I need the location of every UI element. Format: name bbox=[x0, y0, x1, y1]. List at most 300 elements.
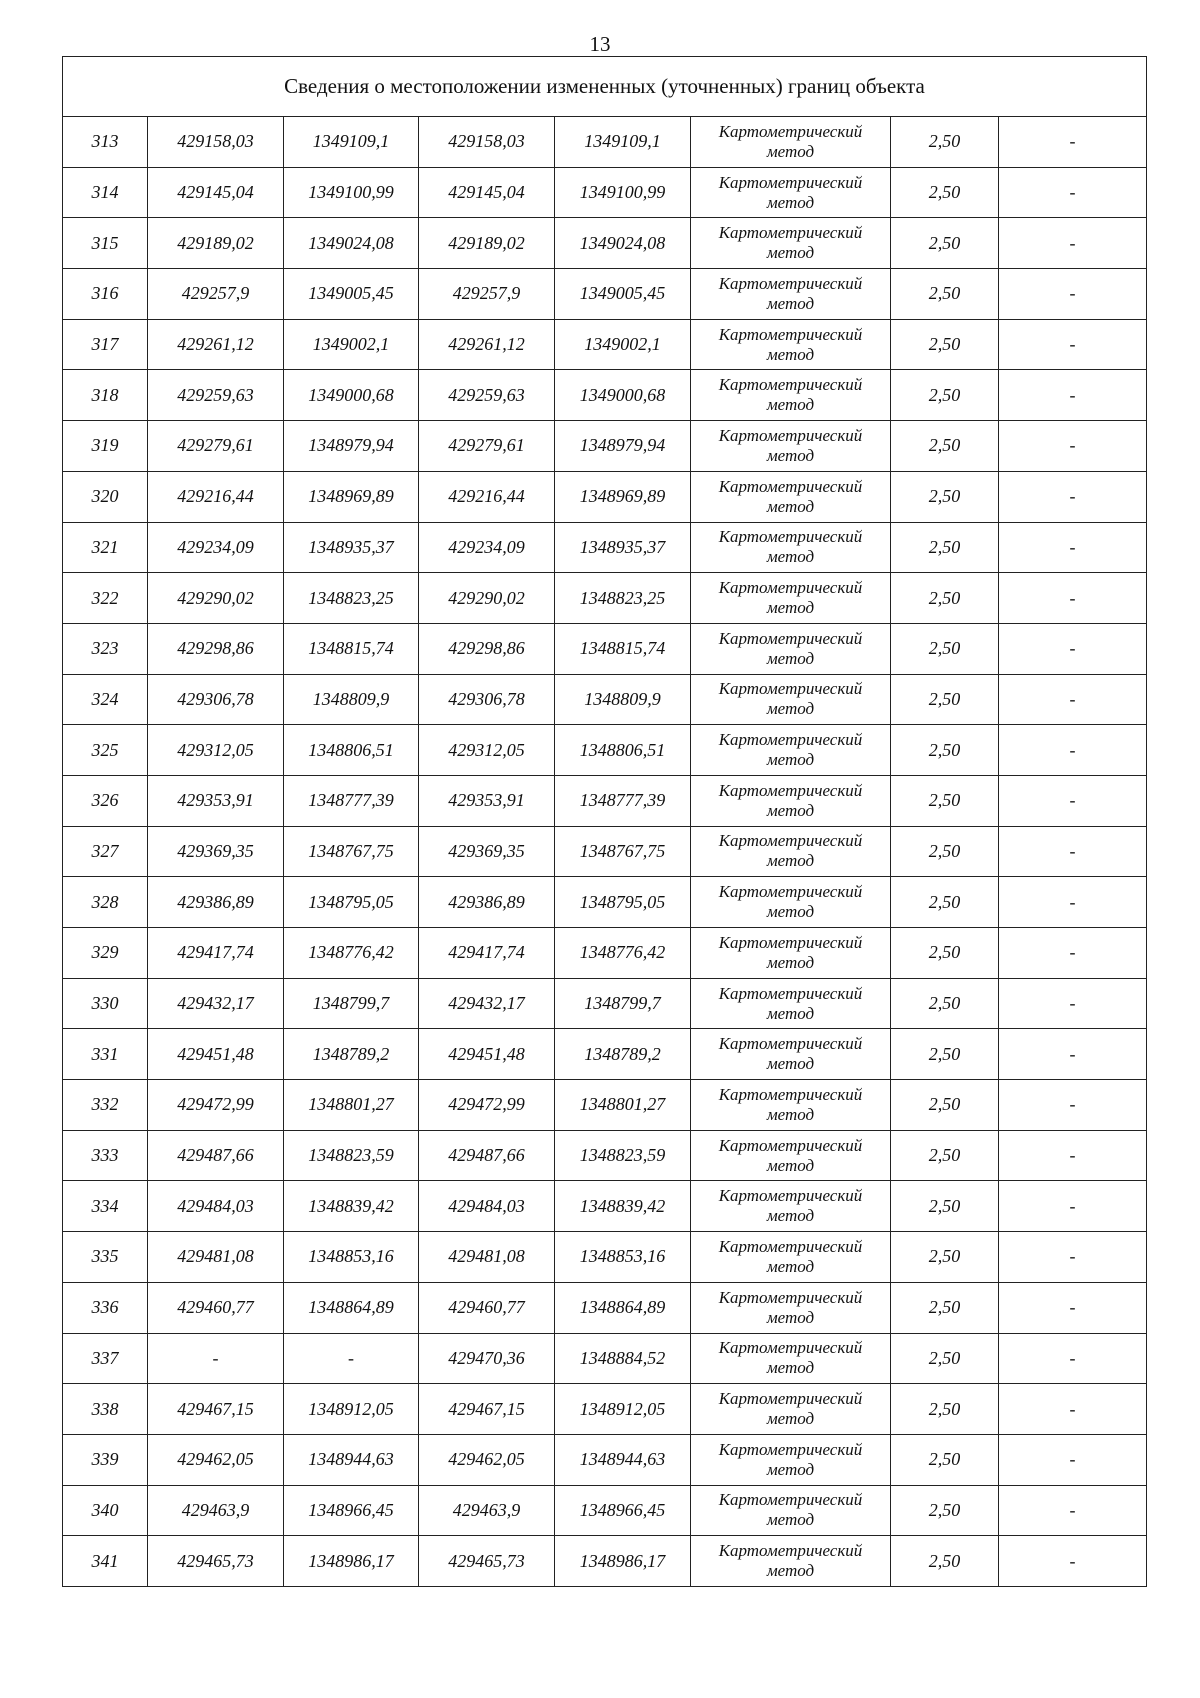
method-name: Картометрический bbox=[718, 882, 863, 902]
existing-x-cell: 429386,89 bbox=[148, 877, 284, 928]
point-number-cell: 326 bbox=[63, 775, 148, 826]
existing-y-cell: 1348795,05 bbox=[284, 877, 419, 928]
accuracy-cell: 2,50 bbox=[891, 117, 999, 168]
accuracy-cell: 2,50 bbox=[891, 775, 999, 826]
refined-y-cell: 1348912,05 bbox=[555, 1384, 691, 1435]
method-name: Картометрический bbox=[718, 1439, 863, 1459]
table-row bbox=[63, 471, 1147, 522]
existing-x-cell: 429369,35 bbox=[148, 826, 284, 877]
description-cell: - bbox=[999, 674, 1147, 725]
description-cell: - bbox=[999, 1029, 1147, 1080]
refined-y-cell: 1348969,89 bbox=[555, 471, 691, 522]
method-cell bbox=[691, 269, 891, 320]
table-row bbox=[63, 1181, 1147, 1232]
accuracy-cell: 2,50 bbox=[891, 421, 999, 472]
refined-y-cell: 1348806,51 bbox=[555, 725, 691, 776]
description-cell: - bbox=[999, 218, 1147, 269]
method-cell bbox=[691, 421, 891, 472]
refined-y-cell: 1349100,99 bbox=[555, 167, 691, 218]
description-cell: - bbox=[999, 1384, 1147, 1435]
description-cell: - bbox=[999, 1232, 1147, 1283]
existing-y-cell: - bbox=[284, 1333, 419, 1384]
refined-x-cell: 429306,78 bbox=[419, 674, 555, 725]
refined-x-cell: 429432,17 bbox=[419, 978, 555, 1029]
table-row bbox=[63, 1536, 1147, 1587]
refined-y-cell: 1349109,1 bbox=[555, 117, 691, 168]
refined-x-cell: 429279,61 bbox=[419, 421, 555, 472]
method-cell bbox=[691, 117, 891, 168]
existing-y-cell: 1348853,16 bbox=[284, 1232, 419, 1283]
method-cell bbox=[691, 1181, 891, 1232]
method-cell bbox=[691, 370, 891, 421]
method-word: метод bbox=[766, 344, 815, 364]
method-cell bbox=[691, 928, 891, 979]
refined-x-cell: 429460,77 bbox=[419, 1282, 555, 1333]
method-word: метод bbox=[766, 750, 815, 770]
existing-x-cell: 429158,03 bbox=[148, 117, 284, 168]
description-cell: - bbox=[999, 421, 1147, 472]
refined-y-cell: 1348789,2 bbox=[555, 1029, 691, 1080]
description-cell: - bbox=[999, 370, 1147, 421]
method-word: метод bbox=[766, 851, 815, 871]
existing-x-cell: 429472,99 bbox=[148, 1080, 284, 1131]
existing-y-cell: 1349109,1 bbox=[284, 117, 419, 168]
accuracy-cell: 2,50 bbox=[891, 370, 999, 421]
refined-x-cell: 429158,03 bbox=[419, 117, 555, 168]
accuracy-cell: 2,50 bbox=[891, 522, 999, 573]
refined-x-cell: 429369,35 bbox=[419, 826, 555, 877]
refined-x-cell: 429386,89 bbox=[419, 877, 555, 928]
method-word: метод bbox=[766, 243, 815, 263]
method-name: Картометрический bbox=[718, 983, 863, 1003]
description-cell: - bbox=[999, 269, 1147, 320]
existing-y-cell: 1348864,89 bbox=[284, 1282, 419, 1333]
method-name: Картометрический bbox=[718, 324, 863, 344]
method-cell bbox=[691, 978, 891, 1029]
accuracy-cell: 2,50 bbox=[891, 725, 999, 776]
method-name: Картометрический bbox=[718, 1186, 863, 1206]
refined-y-cell: 1348986,17 bbox=[555, 1536, 691, 1587]
refined-y-cell: 1349000,68 bbox=[555, 370, 691, 421]
existing-y-cell: 1348969,89 bbox=[284, 471, 419, 522]
table-row bbox=[63, 522, 1147, 573]
existing-y-cell: 1348777,39 bbox=[284, 775, 419, 826]
method-name: Картометрический bbox=[718, 1287, 863, 1307]
method-word: метод bbox=[766, 1155, 815, 1175]
existing-y-cell: 1348935,37 bbox=[284, 522, 419, 573]
method-word: метод bbox=[766, 1510, 815, 1530]
existing-y-cell: 1349000,68 bbox=[284, 370, 419, 421]
method-cell bbox=[691, 1384, 891, 1435]
accuracy-cell: 2,50 bbox=[891, 826, 999, 877]
accuracy-cell: 2,50 bbox=[891, 623, 999, 674]
existing-x-cell: - bbox=[148, 1333, 284, 1384]
table-row bbox=[63, 1130, 1147, 1181]
table-row bbox=[63, 218, 1147, 269]
existing-y-cell: 1348966,45 bbox=[284, 1485, 419, 1536]
refined-y-cell: 1348884,52 bbox=[555, 1333, 691, 1384]
point-number-cell: 313 bbox=[63, 117, 148, 168]
table-row bbox=[63, 167, 1147, 218]
method-cell bbox=[691, 1434, 891, 1485]
method-cell bbox=[691, 725, 891, 776]
method-name: Картометрический bbox=[718, 425, 863, 445]
description-cell: - bbox=[999, 573, 1147, 624]
method-cell bbox=[691, 522, 891, 573]
method-word: метод bbox=[766, 1307, 815, 1327]
refined-y-cell: 1349024,08 bbox=[555, 218, 691, 269]
point-number-cell: 338 bbox=[63, 1384, 148, 1435]
point-number-cell: 316 bbox=[63, 269, 148, 320]
existing-x-cell: 429417,74 bbox=[148, 928, 284, 979]
method-cell bbox=[691, 826, 891, 877]
accuracy-cell: 2,50 bbox=[891, 978, 999, 1029]
method-cell bbox=[691, 1485, 891, 1536]
refined-x-cell: 429261,12 bbox=[419, 319, 555, 370]
point-number-cell: 315 bbox=[63, 218, 148, 269]
refined-x-cell: 429353,91 bbox=[419, 775, 555, 826]
refined-x-cell: 429259,63 bbox=[419, 370, 555, 421]
refined-y-cell: 1348799,7 bbox=[555, 978, 691, 1029]
method-name: Картометрический bbox=[718, 527, 863, 547]
existing-x-cell: 429279,61 bbox=[148, 421, 284, 472]
refined-y-cell: 1348935,37 bbox=[555, 522, 691, 573]
method-word: метод bbox=[766, 141, 815, 161]
method-name: Картометрический bbox=[718, 780, 863, 800]
refined-x-cell: 429484,03 bbox=[419, 1181, 555, 1232]
existing-x-cell: 429487,66 bbox=[148, 1130, 284, 1181]
refined-y-cell: 1348801,27 bbox=[555, 1080, 691, 1131]
refined-x-cell: 429481,08 bbox=[419, 1232, 555, 1283]
point-number-cell: 341 bbox=[63, 1536, 148, 1587]
point-number-cell: 333 bbox=[63, 1130, 148, 1181]
method-name: Картометрический bbox=[718, 578, 863, 598]
existing-x-cell: 429460,77 bbox=[148, 1282, 284, 1333]
accuracy-cell: 2,50 bbox=[891, 1434, 999, 1485]
point-number-cell: 340 bbox=[63, 1485, 148, 1536]
method-word: метод bbox=[766, 598, 815, 618]
existing-x-cell: 429463,9 bbox=[148, 1485, 284, 1536]
point-number-cell: 324 bbox=[63, 674, 148, 725]
table-row bbox=[63, 877, 1147, 928]
description-cell: - bbox=[999, 978, 1147, 1029]
description-cell: - bbox=[999, 725, 1147, 776]
accuracy-cell: 2,50 bbox=[891, 1384, 999, 1435]
existing-y-cell: 1348799,7 bbox=[284, 978, 419, 1029]
method-word: метод bbox=[766, 1409, 815, 1429]
method-word: метод bbox=[766, 1003, 815, 1023]
table-row bbox=[63, 117, 1147, 168]
description-cell: - bbox=[999, 1181, 1147, 1232]
existing-x-cell: 429259,63 bbox=[148, 370, 284, 421]
point-number-cell: 337 bbox=[63, 1333, 148, 1384]
method-word: метод bbox=[766, 1561, 815, 1581]
refined-x-cell: 429470,36 bbox=[419, 1333, 555, 1384]
table-row bbox=[63, 1282, 1147, 1333]
description-cell: - bbox=[999, 1536, 1147, 1587]
point-number-cell: 325 bbox=[63, 725, 148, 776]
accuracy-cell: 2,50 bbox=[891, 1485, 999, 1536]
existing-y-cell: 1349024,08 bbox=[284, 218, 419, 269]
description-cell: - bbox=[999, 319, 1147, 370]
point-number-cell: 318 bbox=[63, 370, 148, 421]
refined-x-cell: 429189,02 bbox=[419, 218, 555, 269]
method-word: метод bbox=[766, 800, 815, 820]
accuracy-cell: 2,50 bbox=[891, 1080, 999, 1131]
existing-y-cell: 1348809,9 bbox=[284, 674, 419, 725]
method-word: метод bbox=[766, 293, 815, 313]
description-cell: - bbox=[999, 117, 1147, 168]
point-number-cell: 317 bbox=[63, 319, 148, 370]
method-cell bbox=[691, 1333, 891, 1384]
method-name: Картометрический bbox=[718, 932, 863, 952]
refined-x-cell: 429290,02 bbox=[419, 573, 555, 624]
method-name: Картометрический bbox=[718, 1236, 863, 1256]
existing-y-cell: 1348986,17 bbox=[284, 1536, 419, 1587]
description-cell: - bbox=[999, 1434, 1147, 1485]
existing-y-cell: 1348823,59 bbox=[284, 1130, 419, 1181]
point-number-cell: 323 bbox=[63, 623, 148, 674]
existing-x-cell: 429290,02 bbox=[148, 573, 284, 624]
method-word: метод bbox=[766, 699, 815, 719]
method-cell bbox=[691, 877, 891, 928]
existing-y-cell: 1349100,99 bbox=[284, 167, 419, 218]
method-name: Картометрический bbox=[718, 1338, 863, 1358]
existing-y-cell: 1348823,25 bbox=[284, 573, 419, 624]
description-cell: - bbox=[999, 623, 1147, 674]
accuracy-cell: 2,50 bbox=[891, 1536, 999, 1587]
accuracy-cell: 2,50 bbox=[891, 319, 999, 370]
existing-y-cell: 1349005,45 bbox=[284, 269, 419, 320]
method-cell bbox=[691, 1232, 891, 1283]
method-name: Картометрический bbox=[718, 730, 863, 750]
existing-x-cell: 429145,04 bbox=[148, 167, 284, 218]
table-row bbox=[63, 1080, 1147, 1131]
accuracy-cell: 2,50 bbox=[891, 1130, 999, 1181]
accuracy-cell: 2,50 bbox=[891, 1029, 999, 1080]
table-row bbox=[63, 928, 1147, 979]
table-row bbox=[63, 269, 1147, 320]
refined-y-cell: 1348944,63 bbox=[555, 1434, 691, 1485]
method-name: Картометрический bbox=[718, 1490, 863, 1510]
method-cell bbox=[691, 623, 891, 674]
existing-x-cell: 429298,86 bbox=[148, 623, 284, 674]
accuracy-cell: 2,50 bbox=[891, 269, 999, 320]
description-cell: - bbox=[999, 1130, 1147, 1181]
description-cell: - bbox=[999, 1333, 1147, 1384]
method-name: Картометрический bbox=[718, 273, 863, 293]
method-name: Картометрический bbox=[718, 1034, 863, 1054]
point-number-cell: 319 bbox=[63, 421, 148, 472]
accuracy-cell: 2,50 bbox=[891, 1282, 999, 1333]
table-row bbox=[63, 1384, 1147, 1435]
method-name: Картометрический bbox=[718, 628, 863, 648]
method-word: метод bbox=[766, 547, 815, 567]
accuracy-cell: 2,50 bbox=[891, 167, 999, 218]
refined-y-cell: 1348864,89 bbox=[555, 1282, 691, 1333]
refined-y-cell: 1348853,16 bbox=[555, 1232, 691, 1283]
existing-x-cell: 429216,44 bbox=[148, 471, 284, 522]
refined-x-cell: 429298,86 bbox=[419, 623, 555, 674]
existing-y-cell: 1348815,74 bbox=[284, 623, 419, 674]
existing-x-cell: 429432,17 bbox=[148, 978, 284, 1029]
refined-x-cell: 429463,9 bbox=[419, 1485, 555, 1536]
point-number-cell: 322 bbox=[63, 573, 148, 624]
point-number-cell: 335 bbox=[63, 1232, 148, 1283]
accuracy-cell: 2,50 bbox=[891, 1333, 999, 1384]
method-name: Картометрический bbox=[718, 172, 863, 192]
accuracy-cell: 2,50 bbox=[891, 674, 999, 725]
point-number-cell: 320 bbox=[63, 471, 148, 522]
point-number-cell: 331 bbox=[63, 1029, 148, 1080]
method-cell bbox=[691, 1130, 891, 1181]
method-word: метод bbox=[766, 1459, 815, 1479]
method-cell bbox=[691, 1536, 891, 1587]
refined-y-cell: 1348823,25 bbox=[555, 573, 691, 624]
method-cell bbox=[691, 1029, 891, 1080]
method-name: Картометрический bbox=[718, 223, 863, 243]
table-title: Сведения о местоположении измененных (уточненных) границ объекта bbox=[63, 57, 1147, 117]
method-name: Картометрический bbox=[718, 679, 863, 699]
existing-x-cell: 429484,03 bbox=[148, 1181, 284, 1232]
point-number-cell: 339 bbox=[63, 1434, 148, 1485]
description-cell: - bbox=[999, 1282, 1147, 1333]
existing-x-cell: 429451,48 bbox=[148, 1029, 284, 1080]
refined-y-cell: 1349005,45 bbox=[555, 269, 691, 320]
description-cell: - bbox=[999, 522, 1147, 573]
description-cell: - bbox=[999, 775, 1147, 826]
refined-y-cell: 1348823,59 bbox=[555, 1130, 691, 1181]
existing-y-cell: 1348767,75 bbox=[284, 826, 419, 877]
table-row bbox=[63, 725, 1147, 776]
accuracy-cell: 2,50 bbox=[891, 218, 999, 269]
refined-y-cell: 1348815,74 bbox=[555, 623, 691, 674]
description-cell: - bbox=[999, 877, 1147, 928]
refined-y-cell: 1348966,45 bbox=[555, 1485, 691, 1536]
method-name: Картометрический bbox=[718, 831, 863, 851]
refined-y-cell: 1348767,75 bbox=[555, 826, 691, 877]
existing-y-cell: 1349002,1 bbox=[284, 319, 419, 370]
table-row bbox=[63, 1485, 1147, 1536]
existing-x-cell: 429462,05 bbox=[148, 1434, 284, 1485]
method-word: метод bbox=[766, 445, 815, 465]
existing-y-cell: 1348979,94 bbox=[284, 421, 419, 472]
existing-y-cell: 1348776,42 bbox=[284, 928, 419, 979]
accuracy-cell: 2,50 bbox=[891, 1232, 999, 1283]
table-row bbox=[63, 319, 1147, 370]
accuracy-cell: 2,50 bbox=[891, 573, 999, 624]
method-cell bbox=[691, 573, 891, 624]
point-number-cell: 314 bbox=[63, 167, 148, 218]
method-cell bbox=[691, 218, 891, 269]
accuracy-cell: 2,50 bbox=[891, 1181, 999, 1232]
method-word: метод bbox=[766, 496, 815, 516]
method-word: метод bbox=[766, 1358, 815, 1378]
boundary-coordinates-table bbox=[62, 56, 1147, 1587]
table-row bbox=[63, 1333, 1147, 1384]
refined-x-cell: 429487,66 bbox=[419, 1130, 555, 1181]
description-cell: - bbox=[999, 167, 1147, 218]
existing-x-cell: 429353,91 bbox=[148, 775, 284, 826]
method-word: метод bbox=[766, 648, 815, 668]
refined-x-cell: 429257,9 bbox=[419, 269, 555, 320]
existing-y-cell: 1348912,05 bbox=[284, 1384, 419, 1435]
description-cell: - bbox=[999, 1080, 1147, 1131]
refined-y-cell: 1349002,1 bbox=[555, 319, 691, 370]
description-cell: - bbox=[999, 1485, 1147, 1536]
existing-x-cell: 429312,05 bbox=[148, 725, 284, 776]
refined-x-cell: 429465,73 bbox=[419, 1536, 555, 1587]
existing-x-cell: 429467,15 bbox=[148, 1384, 284, 1435]
method-name: Картометрический bbox=[718, 1389, 863, 1409]
refined-x-cell: 429234,09 bbox=[419, 522, 555, 573]
point-number-cell: 330 bbox=[63, 978, 148, 1029]
method-cell bbox=[691, 167, 891, 218]
point-number-cell: 327 bbox=[63, 826, 148, 877]
table-row bbox=[63, 421, 1147, 472]
method-word: метод bbox=[766, 1104, 815, 1124]
refined-y-cell: 1348777,39 bbox=[555, 775, 691, 826]
refined-y-cell: 1348809,9 bbox=[555, 674, 691, 725]
method-word: метод bbox=[766, 1256, 815, 1276]
method-word: метод bbox=[766, 902, 815, 922]
refined-x-cell: 429312,05 bbox=[419, 725, 555, 776]
point-number-cell: 334 bbox=[63, 1181, 148, 1232]
table-title-row bbox=[63, 57, 1147, 117]
existing-y-cell: 1348944,63 bbox=[284, 1434, 419, 1485]
refined-x-cell: 429472,99 bbox=[419, 1080, 555, 1131]
table-row bbox=[63, 370, 1147, 421]
method-word: метод bbox=[766, 395, 815, 415]
table-row bbox=[63, 1232, 1147, 1283]
method-name: Картометрический bbox=[718, 1084, 863, 1104]
point-number-cell: 336 bbox=[63, 1282, 148, 1333]
existing-y-cell: 1348806,51 bbox=[284, 725, 419, 776]
method-word: метод bbox=[766, 952, 815, 972]
table-row bbox=[63, 978, 1147, 1029]
method-cell bbox=[691, 471, 891, 522]
existing-x-cell: 429261,12 bbox=[148, 319, 284, 370]
refined-x-cell: 429216,44 bbox=[419, 471, 555, 522]
refined-y-cell: 1348979,94 bbox=[555, 421, 691, 472]
refined-y-cell: 1348795,05 bbox=[555, 877, 691, 928]
refined-x-cell: 429417,74 bbox=[419, 928, 555, 979]
method-cell bbox=[691, 775, 891, 826]
refined-y-cell: 1348776,42 bbox=[555, 928, 691, 979]
existing-y-cell: 1348789,2 bbox=[284, 1029, 419, 1080]
method-word: метод bbox=[766, 192, 815, 212]
refined-x-cell: 429462,05 bbox=[419, 1434, 555, 1485]
point-number-cell: 329 bbox=[63, 928, 148, 979]
existing-x-cell: 429189,02 bbox=[148, 218, 284, 269]
accuracy-cell: 2,50 bbox=[891, 877, 999, 928]
existing-y-cell: 1348839,42 bbox=[284, 1181, 419, 1232]
table-row bbox=[63, 1434, 1147, 1485]
existing-x-cell: 429465,73 bbox=[148, 1536, 284, 1587]
refined-x-cell: 429451,48 bbox=[419, 1029, 555, 1080]
refined-x-cell: 429145,04 bbox=[419, 167, 555, 218]
method-word: метод bbox=[766, 1054, 815, 1074]
table-row bbox=[63, 674, 1147, 725]
table-row bbox=[63, 775, 1147, 826]
method-name: Картометрический bbox=[718, 121, 863, 141]
existing-x-cell: 429481,08 bbox=[148, 1232, 284, 1283]
accuracy-cell: 2,50 bbox=[891, 471, 999, 522]
table-row bbox=[63, 826, 1147, 877]
method-word: метод bbox=[766, 1206, 815, 1226]
table-row bbox=[63, 573, 1147, 624]
point-number-cell: 321 bbox=[63, 522, 148, 573]
